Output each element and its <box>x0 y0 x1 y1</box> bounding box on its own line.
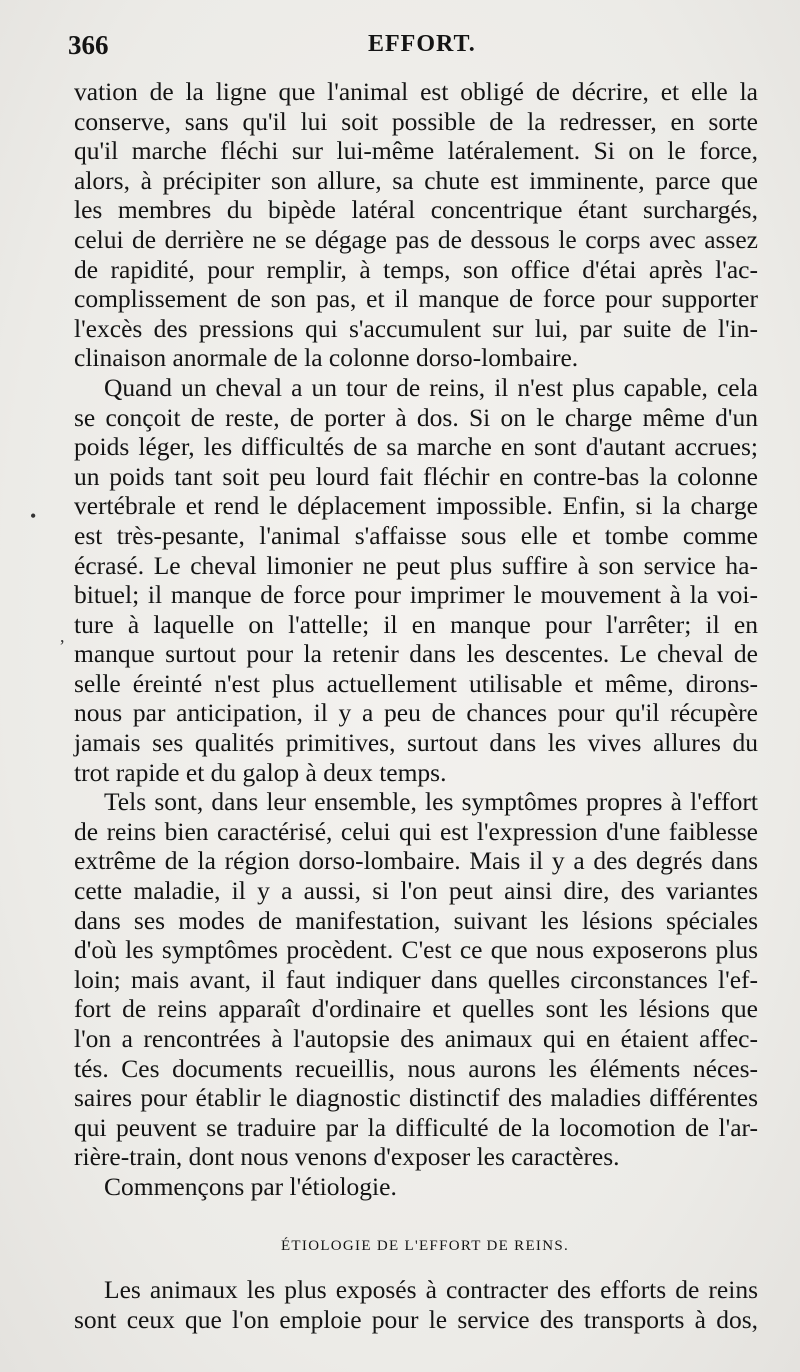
text-line: alors, à précipiter son allure, sa chute est imminente, parce que <box>74 165 758 195</box>
text-line: les membres du bipède latéral concentrique étant surchargés, <box>74 195 758 225</box>
text-line: selle éreinté n'est plus actuellement utilisable et même, dirons- <box>74 668 758 698</box>
text-line: l'on a rencontrées à l'autopsie des animaux qui en étaient affec- <box>74 1024 758 1053</box>
text-line: saires pour établir le diagnostic distinctif des maladies différentes <box>74 1083 758 1113</box>
body-text-top <box>74 77 758 1202</box>
text-line: Commençons par l'étiologie. <box>104 1171 397 1201</box>
text-line: vertébrale et rend le déplacement impossible. Enfin, si la charge <box>74 491 758 521</box>
text-line: l'excès des pressions qui s'accumulent sur lui, par suite de l'in- <box>74 313 758 343</box>
text-line: complissement de son pas, et il manque de force pour supporter <box>74 284 758 314</box>
text-line: tés. Ces documents recueillis, nous aurons les éléments néces- <box>74 1053 758 1083</box>
page-number: 366 <box>68 30 109 60</box>
text-line: sont ceux que l'on emploie pour le service des transports à dos, <box>74 1304 758 1334</box>
text-line: dans ses modes de manifestation, suivant les lésions spéciales <box>74 905 758 935</box>
text-line: trot rapide et du galop à deux temps. <box>74 757 447 787</box>
text-line: de rapidité, pour remplir, à temps, son office d'étai après l'ac- <box>74 254 758 284</box>
text-line: Quand un cheval a un tour de reins, il n'est plus capable, cela <box>104 372 758 402</box>
text-line: qu'il marche fléchi sur lui-même latéralement. Si on le force, <box>74 136 758 166</box>
section-heading-text: ÉTIOLOGIE DE L'EFFORT DE REINS. <box>280 1238 570 1254</box>
text-line: Tels sont, dans leur ensemble, les symptômes propres à l'effort <box>104 787 758 817</box>
text-line: vation de la ligne que l'animal est obligé de décrire, et elle la <box>74 77 758 106</box>
section-heading <box>0 1238 800 1255</box>
text-line: qui peuvent se traduire par la difficulté de la locomotion de l'ar- <box>74 1112 758 1142</box>
text-line: un poids tant soit peu lourd fait fléchir en contre-bas la colonne <box>74 461 758 491</box>
text-line: nous par anticipation, il y a peu de chances pour qu'il récupère <box>74 698 758 728</box>
text-line: clinaison anormale de la colonne dorso-lombaire. <box>74 343 579 373</box>
text-line: écrasé. Le cheval limonier ne peut plus suffire à son service ha- <box>74 550 758 580</box>
margin-tick-mark: , <box>60 626 65 646</box>
text-line: loin; mais avant, il faut indiquer dans quelles circonstances l'ef- <box>74 964 758 994</box>
text-line: rière-train, dont nous venons d'exposer les caractères. <box>74 1142 620 1172</box>
text-line: bituel; il manque de force pour imprimer le mouvement à la voi- <box>74 580 758 610</box>
text-line: poids léger, les difficultés de sa marche en sont d'autant accrues; <box>74 432 758 462</box>
running-head: EFFORT. <box>368 31 476 57</box>
text-line: Les animaux les plus exposés à contracter des efforts de reins <box>104 1275 758 1304</box>
page-header <box>68 30 758 66</box>
text-line: conserve, sans qu'il lui soit possible de la redresser, en sorte <box>74 106 758 136</box>
text-line: est très-pesante, l'animal s'affaisse sous elle et tombe comme <box>74 520 758 550</box>
text-line: d'où les symptômes procèdent. C'est ce que nous exposerons plus <box>74 935 758 965</box>
text-line: celui de derrière ne se dégage pas de dessous le corps avec assez <box>74 224 758 254</box>
text-line: se conçoit de reste, de porter à dos. Si on le charge même d'un <box>74 402 758 432</box>
margin-dot-mark: • <box>30 506 37 526</box>
text-line: de reins bien caractérisé, celui qui est l'expression d'une faiblesse <box>74 816 758 846</box>
text-line: jamais ses qualités primitives, surtout dans les vives allures du <box>74 728 758 758</box>
text-line: fort de reins apparaît d'ordinaire et quelles sont les lésions que <box>74 994 758 1024</box>
body-text-bottom <box>74 1275 758 1334</box>
text-line: ture à laquelle on l'attelle; il en manque pour l'arrêter; il en <box>74 609 758 639</box>
text-line: extrême de la région dorso-lombaire. Mais il y a des degrés dans <box>74 846 758 876</box>
text-line: manque surtout pour la retenir dans les descentes. Le cheval de <box>74 639 758 669</box>
text-line: cette maladie, il y a aussi, si l'on peut ainsi dire, des variantes <box>74 876 758 906</box>
